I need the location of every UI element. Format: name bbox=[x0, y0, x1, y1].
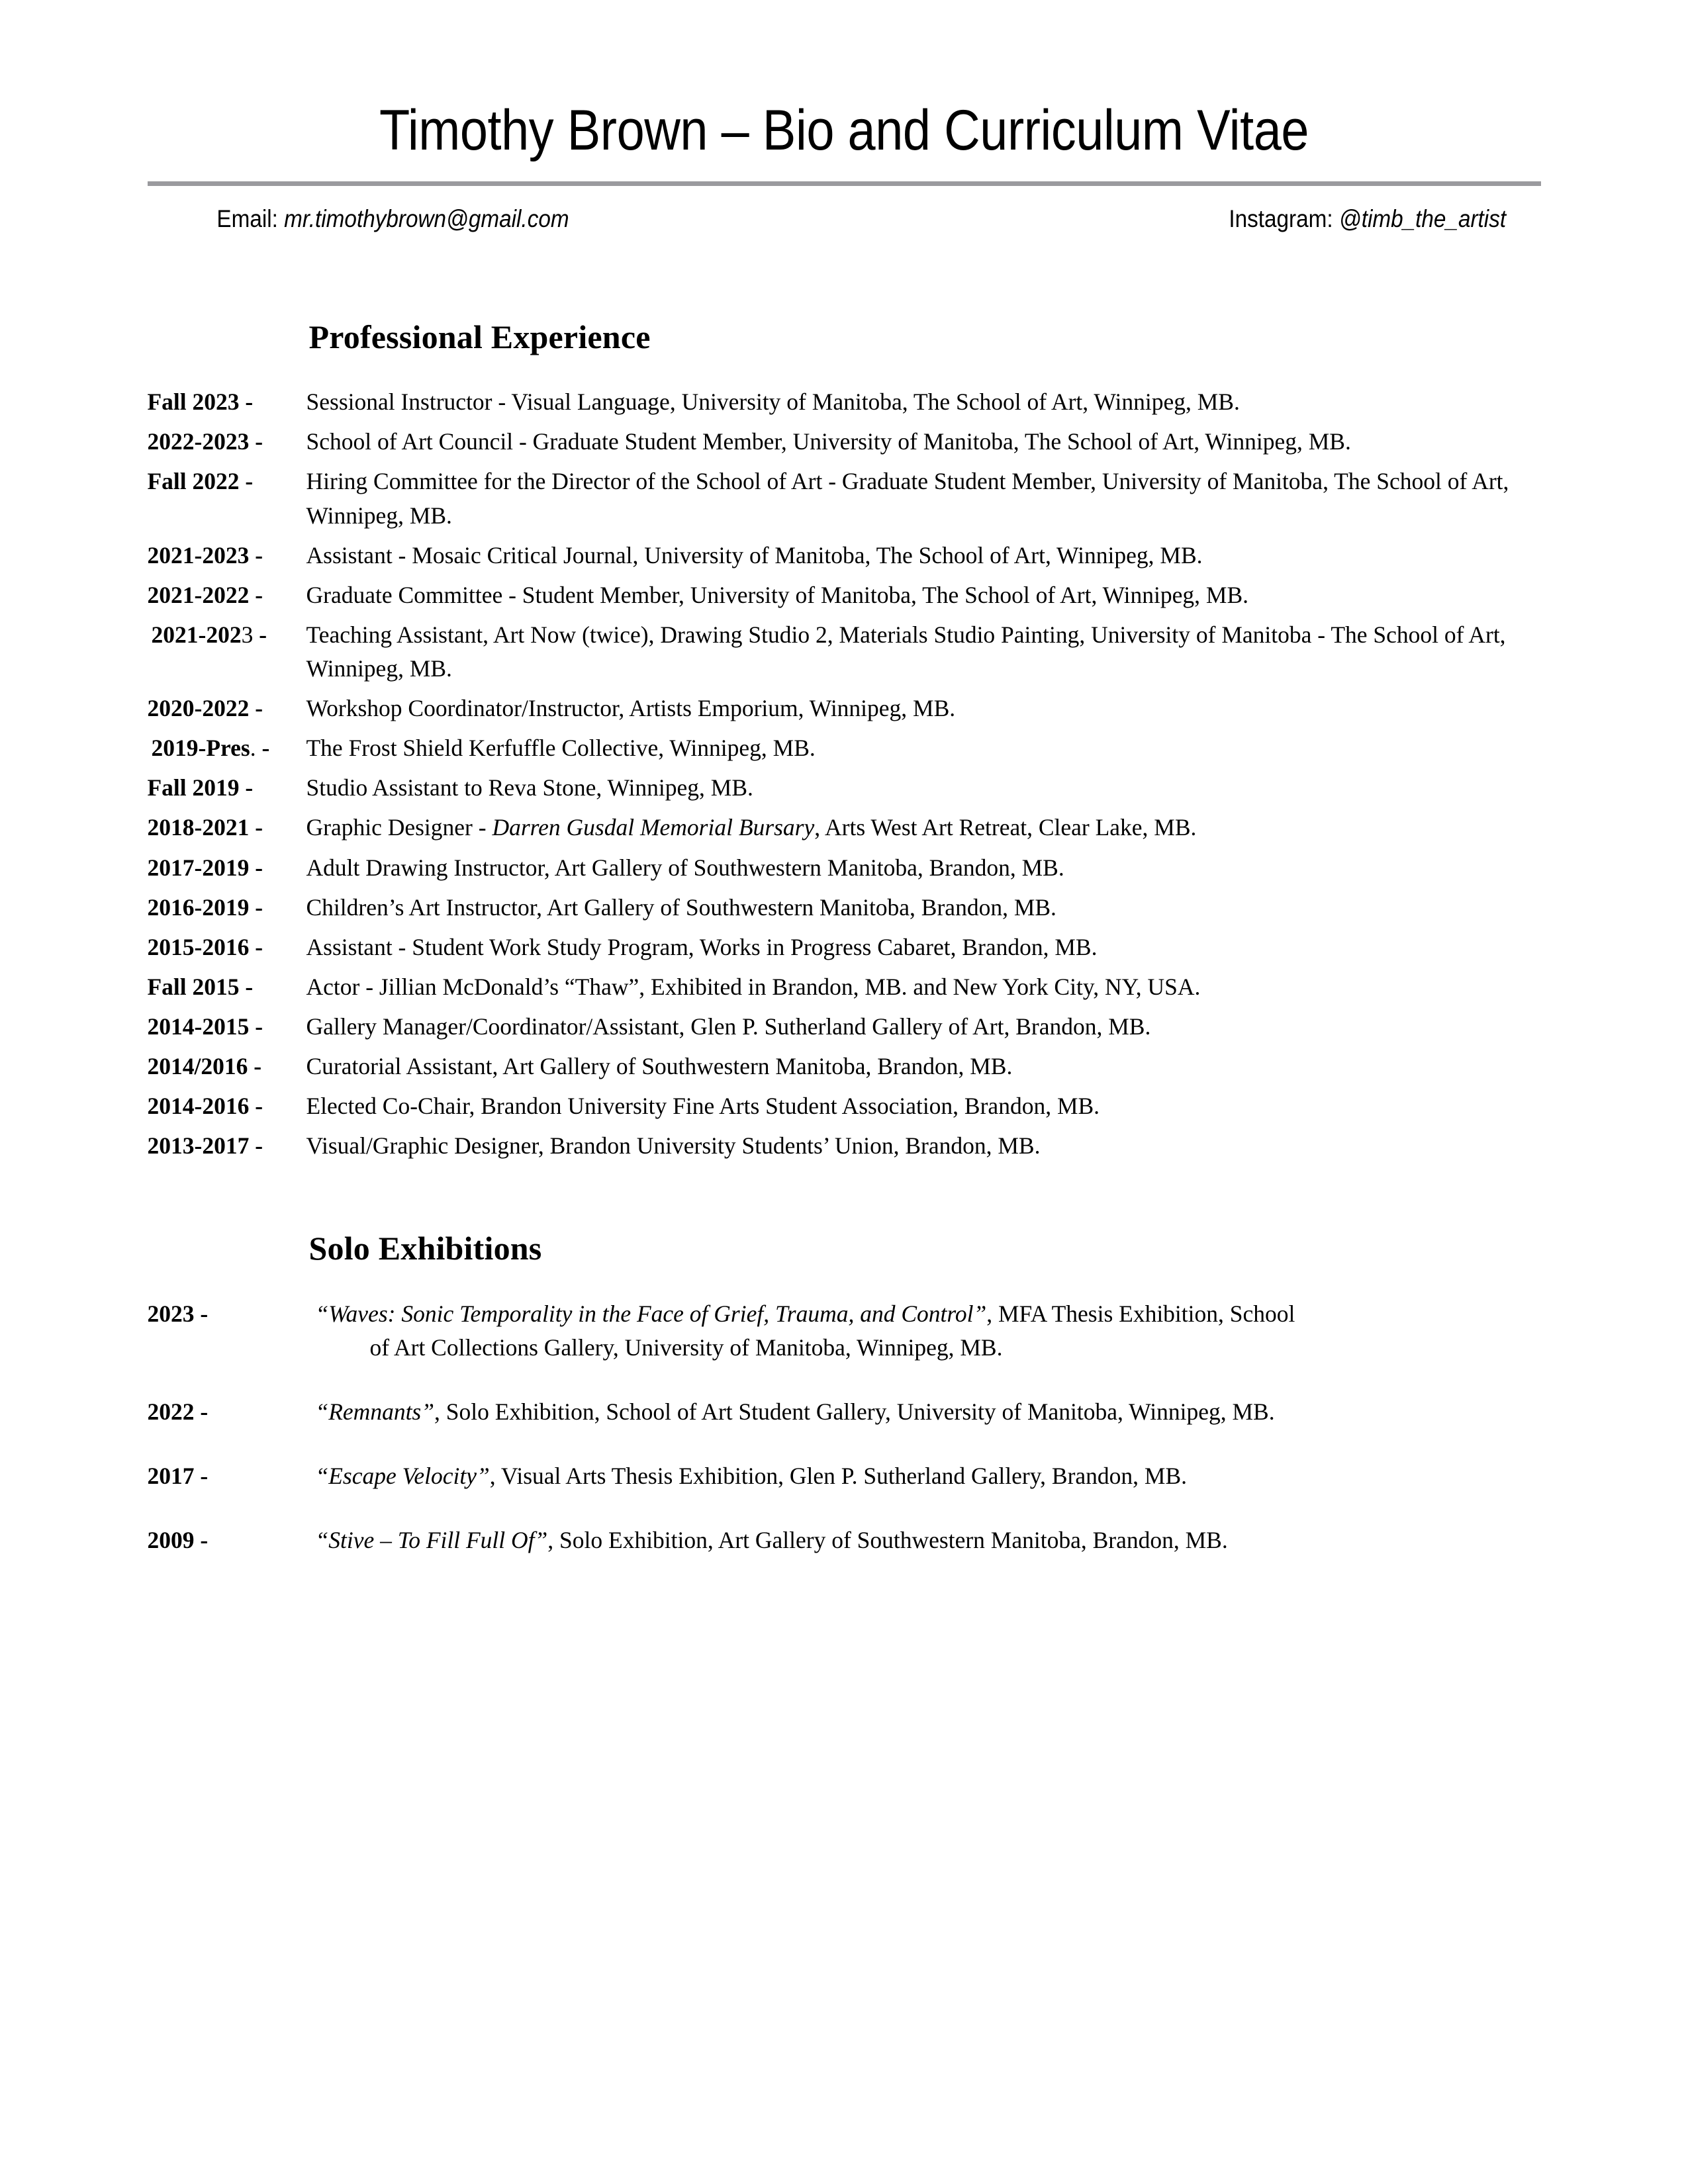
instagram-contact bbox=[1229, 205, 1541, 234]
instagram-label: Instagram: bbox=[1229, 205, 1333, 233]
entry-description: “Escape Velocity”, Visual Arts Thesis Exhibition, Glen P. Sutherland Gallery, Brandon, MB. bbox=[315, 1463, 1188, 1490]
experience-entry-list bbox=[148, 385, 1541, 1163]
entry-description: Adult Drawing Instructor, Art Gallery of Southwestern Manitoba, Brandon, MB. bbox=[306, 854, 1064, 881]
entry-date: 2014-2016 - bbox=[147, 1093, 263, 1120]
instagram-value[interactable]: @timb_the_artist bbox=[1339, 205, 1507, 233]
cv-entry-row bbox=[148, 1050, 1541, 1083]
cv-entry-row bbox=[148, 618, 1541, 686]
email-contact bbox=[148, 205, 569, 234]
cv-entry-row bbox=[148, 891, 1541, 925]
entry-description: “Remnants”, Solo Exhibition, School of Art Student Gallery, University of Manitoba, Winnipeg, MB. bbox=[315, 1398, 1275, 1426]
entry-description: “Stive – To Fill Full Of”, Solo Exhibition, Art Gallery of Southwestern Manitoba, Brandon, MB. bbox=[315, 1527, 1228, 1554]
cv-entry-row bbox=[148, 539, 1541, 572]
entry-date: 2009 - bbox=[147, 1527, 209, 1554]
cv-entry-row bbox=[148, 731, 1541, 765]
entry-date: Fall 2015 - bbox=[147, 973, 254, 1000]
entry-description: Graphic Designer - Darren Gusdal Memorial Bursary, Arts West Art Retreat, Clear Lake, MB. bbox=[306, 814, 1197, 841]
entry-date: Fall 2022 - bbox=[147, 468, 254, 495]
entry-description: Actor - Jillian McDonald’s “Thaw”, Exhibited in Brandon, MB. and New York City, NY, USA. bbox=[306, 973, 1201, 1000]
entry-description: “Waves: Sonic Temporality in the Face of Grief, Trauma, and Control”, MFA Thesis Exhibition, School of Art Collections Gallery, University of Manitoba, Winnipeg, MB. bbox=[315, 1300, 1295, 1361]
cv-entry-row bbox=[148, 1010, 1541, 1044]
cv-entry-row bbox=[148, 851, 1541, 885]
entry-date: 2020-2022 - bbox=[147, 695, 263, 722]
exhibitions-entry-list bbox=[148, 1297, 1541, 1558]
cv-content bbox=[148, 234, 1541, 1558]
entry-date: Fall 2023 - bbox=[147, 388, 254, 416]
entry-date: 2016-2019 - bbox=[147, 893, 263, 921]
cv-entry-row bbox=[148, 578, 1541, 612]
entry-description: Curatorial Assistant, Art Gallery of Southwestern Manitoba, Brandon, MB. bbox=[306, 1053, 1013, 1080]
entry-description: Assistant - Student Work Study Program, Works in Progress Cabaret, Brandon, MB. bbox=[306, 933, 1098, 960]
entry-description: Elected Co-Chair, Brandon University Fine Arts Student Association, Brandon, MB. bbox=[306, 1093, 1100, 1120]
entry-description: Workshop Coordinator/Instructor, Artists Emporium, Winnipeg, MB. bbox=[306, 695, 956, 722]
cv-entry-row bbox=[148, 771, 1541, 805]
entry-date: 2021-2023 - bbox=[151, 621, 267, 648]
entry-description: Graduate Committee - Student Member, University of Manitoba, The School of Art, Winnipeg, MB. bbox=[306, 581, 1249, 608]
entry-description: Assistant - Mosaic Critical Journal, University of Manitoba, The School of Art, Winnipeg, MB. bbox=[306, 541, 1203, 569]
entry-description: Children’s Art Instructor, Art Gallery of Southwestern Manitoba, Brandon, MB. bbox=[306, 893, 1056, 921]
entry-description: Hiring Committee for the Director of the School of Art - Graduate Student Member, University of Manitoba, The School of Art, Winnipeg, MB. bbox=[306, 468, 1509, 529]
cv-entry-row bbox=[148, 1395, 1541, 1429]
page-title: Timothy Brown – Bio and Curriculum Vitae bbox=[379, 99, 1309, 162]
entry-description: Teaching Assistant, Art Now (twice), Drawing Studio 2, Materials Studio Painting, University of Manitoba - The School of Art, Winnipeg, MB. bbox=[306, 621, 1506, 682]
entry-description: Sessional Instructor - Visual Language, University of Manitoba, The School of Art, Winnipeg, MB. bbox=[306, 388, 1240, 416]
header-divider bbox=[148, 181, 1541, 186]
contact-row bbox=[148, 205, 1541, 234]
section-heading-solo-exhibitions: Solo Exhibitions bbox=[308, 1230, 542, 1267]
entry-date: 2022 - bbox=[147, 1398, 209, 1426]
entry-description: Studio Assistant to Reva Stone, Winnipeg, MB. bbox=[306, 774, 753, 801]
cv-entry-row bbox=[148, 1089, 1541, 1123]
entry-date: 2013-2017 - bbox=[147, 1132, 263, 1160]
cv-entry-row bbox=[148, 970, 1541, 1004]
entry-date: 2021-2022 - bbox=[147, 581, 263, 608]
cv-entry-row bbox=[148, 931, 1541, 964]
cv-entry-row bbox=[148, 385, 1541, 419]
cv-entry-row bbox=[148, 1524, 1541, 1557]
entry-description: Visual/Graphic Designer, Brandon University Students’ Union, Brandon, MB. bbox=[306, 1132, 1041, 1160]
email-label: Email: bbox=[216, 205, 278, 233]
cv-entry-row bbox=[148, 1297, 1541, 1365]
cv-entry-row bbox=[148, 1459, 1541, 1493]
cv-entry-row bbox=[148, 1129, 1541, 1163]
entry-date: 2017 - bbox=[147, 1463, 209, 1490]
entry-date: 2017-2019 - bbox=[147, 854, 263, 881]
cv-entry-row bbox=[148, 425, 1541, 459]
section-solo-exhibitions bbox=[148, 1169, 1541, 1557]
section-heading-professional-experience: Professional Experience bbox=[308, 318, 651, 355]
entry-date: Fall 2019 - bbox=[147, 774, 254, 801]
entry-date: 2014-2015 - bbox=[147, 1013, 263, 1040]
entry-date: 2015-2016 - bbox=[147, 933, 263, 960]
entry-description: Gallery Manager/Coordinator/Assistant, Glen P. Sutherland Gallery of Art, Brandon, MB. bbox=[306, 1013, 1151, 1040]
email-value[interactable]: mr.timothybrown@gmail.com bbox=[283, 205, 569, 233]
entry-date: 2022-2023 - bbox=[147, 428, 263, 455]
cv-entry-row bbox=[148, 811, 1541, 844]
entry-date: 2023 - bbox=[147, 1300, 209, 1327]
entry-date: 2014/2016 - bbox=[147, 1053, 262, 1080]
entry-date: 2019-Pres. - bbox=[151, 735, 270, 762]
cv-entry-row bbox=[148, 465, 1541, 532]
entry-date: 2018-2021 - bbox=[147, 814, 263, 841]
cv-entry-row bbox=[148, 692, 1541, 725]
section-professional-experience bbox=[148, 234, 1541, 1163]
entry-date: 2021-2023 - bbox=[147, 541, 263, 569]
entry-description: The Frost Shield Kerfuffle Collective, Winnipeg, MB. bbox=[306, 735, 816, 762]
entry-description: School of Art Council - Graduate Student Member, University of Manitoba, The School of Art, Winnipeg, MB. bbox=[306, 428, 1351, 455]
